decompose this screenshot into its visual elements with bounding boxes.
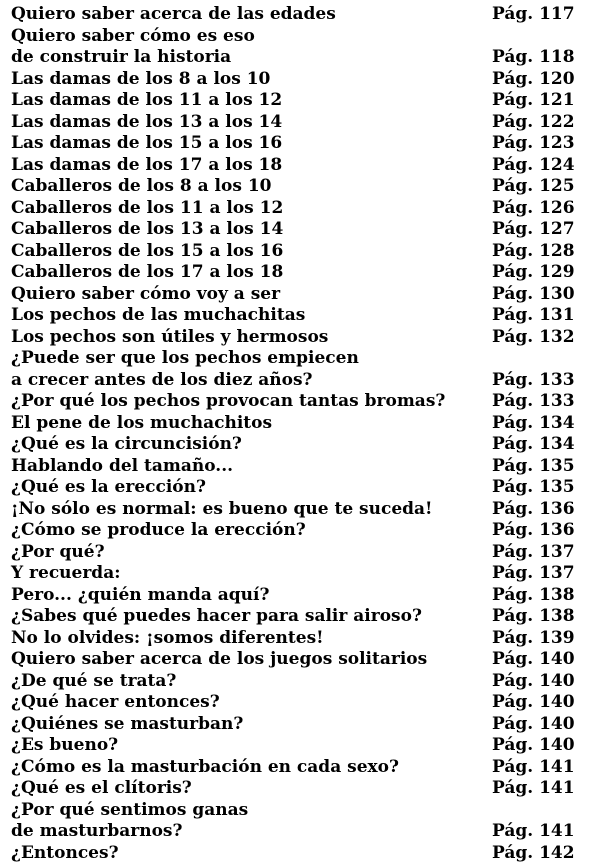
toc-entry-page: Pág. 137: [492, 564, 575, 583]
toc-entry-page: Pág. 125: [492, 177, 575, 196]
toc-entry-title-line: Pero... ¿quién manda aquí?: [11, 586, 269, 608]
toc-entry-title-line: No lo olvides: ¡somos diferentes!: [11, 629, 324, 651]
toc-entry: [0, 672, 600, 694]
toc-entry: [0, 285, 600, 307]
toc-entry: [0, 521, 600, 543]
toc-entry-page: Pág. 139: [492, 629, 575, 648]
toc-entry-page: Pág. 138: [492, 586, 575, 605]
toc-entry: [0, 70, 600, 92]
toc-entry-page: Pág. 121: [492, 91, 575, 110]
toc-entry-title: [11, 285, 280, 307]
toc-entry: [0, 607, 600, 629]
toc-entry-title: [11, 91, 282, 113]
toc-entry-title: [11, 328, 328, 350]
toc-entry: [0, 650, 600, 672]
toc-entry-title-line: Las damas de los 11 a los 12: [11, 91, 282, 113]
toc-entry-page: Pág. 127: [492, 220, 575, 239]
toc-entry-page: Pág. 134: [492, 414, 575, 433]
toc-entry-page: Pág. 140: [492, 736, 575, 755]
toc-entry: [0, 349, 600, 392]
toc-entry: [0, 242, 600, 264]
toc-entry-title: [11, 392, 445, 414]
toc-entry-title-line: a crecer antes de los diez años?: [11, 371, 359, 393]
toc-entry: [0, 113, 600, 135]
toc-entry-title: [11, 220, 283, 242]
toc-entry-page: Pág. 140: [492, 693, 575, 712]
toc-entry-title-line: ¿Entonces?: [11, 844, 119, 865]
toc-entry-title-line: ¿Puede ser que los pechos empiecen: [11, 349, 359, 371]
toc-entry: [0, 500, 600, 522]
toc-entry-title: [11, 607, 422, 629]
toc-entry-title: [11, 414, 272, 436]
toc-entry-page: Pág. 142: [492, 844, 575, 863]
toc-entry-title-line: ¿Por qué?: [11, 543, 105, 565]
toc-entry: [0, 199, 600, 221]
toc-entry: [0, 220, 600, 242]
toc-entry: [0, 91, 600, 113]
toc-entry: [0, 543, 600, 565]
toc-entry-title: [11, 801, 248, 844]
toc-entry-page: Pág. 137: [492, 543, 575, 562]
toc-entry-title-line: Los pechos son útiles y hermosos: [11, 328, 328, 350]
toc-entry-page: Pág. 129: [492, 263, 575, 282]
toc-entry-page: Pág. 136: [492, 500, 575, 519]
toc-entry-title-line: ¿Qué es la erección?: [11, 478, 206, 500]
toc-entry-page: Pág. 131: [492, 306, 575, 325]
toc-entry: [0, 414, 600, 436]
toc-entry-title-line: ¡No sólo es normal: es bueno que te suceda!: [11, 500, 433, 522]
toc-entry-title-line: Las damas de los 13 a los 14: [11, 113, 282, 135]
toc-entry-page: Pág. 126: [492, 199, 575, 218]
toc-entry: [0, 693, 600, 715]
toc-entry-page: Pág. 118: [492, 48, 575, 67]
toc-entry: [0, 435, 600, 457]
toc-entry-title-line: Los pechos de las muchachitas: [11, 306, 305, 328]
toc-entry-title: [11, 70, 270, 92]
toc-entry-title-line: ¿Cómo es la masturbación en cada sexo?: [11, 758, 399, 780]
toc-entry-page: Pág. 135: [492, 478, 575, 497]
toc-entry-title: [11, 242, 283, 264]
toc-entry: [0, 478, 600, 500]
toc-entry-title-line: Caballeros de los 13 a los 14: [11, 220, 283, 242]
toc-entry-title: [11, 672, 176, 694]
toc-entry-page: Pág. 120: [492, 70, 575, 89]
toc-entry-title-line: de construir la historia: [11, 48, 255, 70]
toc-entry-title: [11, 263, 283, 285]
toc-entry: [0, 715, 600, 737]
toc-entry-title: [11, 564, 121, 586]
toc-entry-title: [11, 199, 283, 221]
toc-entry: [0, 328, 600, 350]
toc-entry: [0, 758, 600, 780]
toc-entry-title: [11, 844, 119, 865]
toc-entry-title-line: ¿Sabes qué puedes hacer para salir airoso?: [11, 607, 422, 629]
toc-entry-page: Pág. 128: [492, 242, 575, 261]
toc-entry: [0, 629, 600, 651]
toc-entry-title: [11, 500, 433, 522]
toc-entry-title-line: de masturbarnos?: [11, 822, 248, 844]
toc-entry-title-line: Quiero saber cómo es eso: [11, 27, 255, 49]
toc-entry: [0, 457, 600, 479]
toc-entry: [0, 306, 600, 328]
toc-entry-title: [11, 349, 359, 392]
toc-entry-title-line: Caballeros de los 8 a los 10: [11, 177, 272, 199]
toc-entry-title-line: ¿De qué se trata?: [11, 672, 176, 694]
toc-entry-page: Pág. 124: [492, 156, 575, 175]
toc-entry-title-line: Hablando del tamaño...: [11, 457, 233, 479]
toc-entry-title: [11, 5, 336, 27]
toc-entry-page: Pág. 133: [492, 392, 575, 411]
toc-entry: [0, 156, 600, 178]
toc-entry-page: Pág. 135: [492, 457, 575, 476]
toc-entry: [0, 177, 600, 199]
toc-entry: [0, 263, 600, 285]
toc-entry: [0, 779, 600, 801]
toc-entry-page: Pág. 133: [492, 371, 575, 390]
toc-entry-title: [11, 478, 206, 500]
toc-entry: [0, 134, 600, 156]
toc-entry-title: [11, 629, 324, 651]
toc-entry-title: [11, 113, 282, 135]
toc-entry: [0, 844, 600, 865]
toc-entry-title: [11, 134, 282, 156]
toc-entry-title-line: ¿Qué hacer entonces?: [11, 693, 220, 715]
toc-entry-page: Pág. 117: [492, 5, 575, 24]
toc-entry-title-line: ¿Por qué los pechos provocan tantas bromas?: [11, 392, 445, 414]
toc-entry-page: Pág. 141: [492, 779, 575, 798]
toc-entry-title-line: Quiero saber cómo voy a ser: [11, 285, 280, 307]
toc-entry-page: Pág. 141: [492, 758, 575, 777]
toc-entry-title-line: ¿Cómo se produce la erección?: [11, 521, 306, 543]
toc-entry-title-line: ¿Qué es el clítoris?: [11, 779, 192, 801]
toc-entry-page: Pág. 134: [492, 435, 575, 454]
toc-entry-title-line: El pene de los muchachitos: [11, 414, 272, 436]
toc-entry-title-line: ¿Quiénes se masturban?: [11, 715, 243, 737]
toc-entry-page: Pág. 130: [492, 285, 575, 304]
toc-entry: [0, 736, 600, 758]
toc-entry-title-line: Las damas de los 8 a los 10: [11, 70, 270, 92]
toc-entry-title-line: ¿Qué es la circuncisión?: [11, 435, 242, 457]
toc-entry-title: [11, 306, 305, 328]
toc-entry-title-line: Caballeros de los 15 a los 16: [11, 242, 283, 264]
toc-entry-title: [11, 457, 233, 479]
toc-entry-title: [11, 693, 220, 715]
toc-entry-page: Pág. 132: [492, 328, 575, 347]
toc-entry-title-line: ¿Es bueno?: [11, 736, 118, 758]
toc-entry-title: [11, 177, 272, 199]
toc-entry-title: [11, 779, 192, 801]
toc-entry-title: [11, 156, 282, 178]
toc-entry: [0, 586, 600, 608]
toc-entry: [0, 801, 600, 844]
toc-entry-page: Pág. 140: [492, 650, 575, 669]
toc-entry-title: [11, 435, 242, 457]
toc-entry-title: [11, 521, 306, 543]
toc-entry-title-line: Las damas de los 15 a los 16: [11, 134, 282, 156]
toc-entry-page: Pág. 138: [492, 607, 575, 626]
toc-entry-title-line: Caballeros de los 11 a los 12: [11, 199, 283, 221]
toc-entry: [0, 27, 600, 70]
toc-entry: [0, 564, 600, 586]
toc-entry-page: Pág. 136: [492, 521, 575, 540]
toc-entry-page: Pág. 123: [492, 134, 575, 153]
toc-entry-page: Pág. 122: [492, 113, 575, 132]
toc-entry-title-line: Quiero saber acerca de los juegos solitarios: [11, 650, 427, 672]
toc-entry: [0, 392, 600, 414]
toc-entry-title-line: Caballeros de los 17 a los 18: [11, 263, 283, 285]
toc-entry-title: [11, 650, 427, 672]
toc-entry-title-line: Quiero saber acerca de las edades: [11, 5, 336, 27]
toc-entry-title: [11, 543, 105, 565]
toc-entry: [0, 5, 600, 27]
toc-entry-title-line: ¿Por qué sentimos ganas: [11, 801, 248, 823]
toc-entry-page: Pág. 141: [492, 822, 575, 841]
toc-entry-page: Pág. 140: [492, 715, 575, 734]
toc-entry-title-line: Y recuerda:: [11, 564, 121, 586]
toc-entry-page: Pág. 140: [492, 672, 575, 691]
toc-entry-title-line: Las damas de los 17 a los 18: [11, 156, 282, 178]
toc-entry-title: [11, 27, 255, 70]
toc-entry-title: [11, 715, 243, 737]
toc-entry-title: [11, 586, 269, 608]
toc-entry-title: [11, 758, 399, 780]
toc-entry-title: [11, 736, 118, 758]
